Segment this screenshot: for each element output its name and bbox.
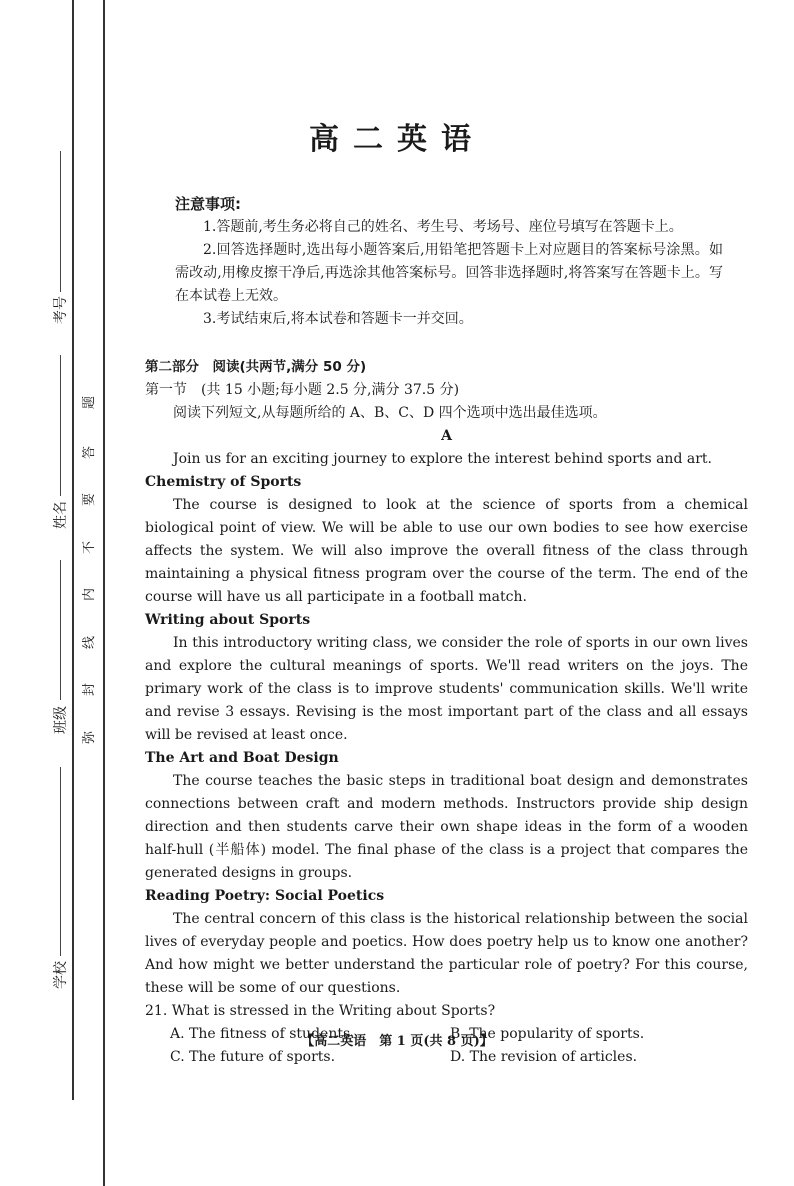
seal-char: 封 xyxy=(82,682,98,697)
notice-item: 1.答题前,考生务必将自己的姓名、考生号、考场号、座位号填写在答题卡上。 xyxy=(203,219,683,235)
course-title: The Art and Boat Design xyxy=(145,750,339,766)
notice-section xyxy=(175,193,723,331)
course-title: Reading Poetry: Social Poetics xyxy=(145,888,385,904)
seal-char: 不 xyxy=(82,540,98,555)
option-c: C. The future of sports. xyxy=(170,1049,336,1065)
page-title: 高二英语 xyxy=(309,122,485,157)
seal-char: 内 xyxy=(82,587,98,602)
notice-item: 3.考试结束后,将本试卷和答题卡一并交回。 xyxy=(203,311,473,327)
page-footer: 【高二英语 第 1 页(共 8 页)】 xyxy=(301,1034,493,1049)
option-a: A. The fitness of students. xyxy=(170,1026,355,1042)
section-heading: 第一节 (共 15 小题;每小题 2.5 分,满分 37.5 分) xyxy=(145,382,460,398)
course-text: In this introductory writing class, we consider the role of sports in our own lives and explore the cultural meanings of sports. We'll read writers on the joys. The primary work of the class is to improve students' communication skills. We'll write and revise 3 essays. Revising is the most important part of the class and all essays will be revised at least once. xyxy=(145,635,748,743)
course-text: The course is designed to look at the science of sports from a chemical biological point of view. We will be able to use our own bodies to see how exercise affects the system. We will also improve the overall fitness of the class through maintaining a physical fitness program over the course of the term. The end of the course will have us all participate in a football match. xyxy=(145,497,748,605)
course-text: The course teaches the basic steps in traditional boat design and demonstrates connections between craft and modern methods. Instructors provide ship design direction and then students carve their own shape ideas in the form of a wooden half-hull (半船体) model. The final phase of the class is a project that compares the generated designs in groups. xyxy=(145,773,748,881)
option-d: D. The revision of articles. xyxy=(450,1049,638,1065)
notice-item: 2.回答选择题时,选出每小题答案后,用铅笔把答题卡上对应题目的答案标号涂黑。如需改动,用橡皮擦干净后,再选涂其他答案标号。回答非选择题时,将答案写在答题卡上。写在本试卷上无效。 xyxy=(175,242,723,304)
class-blank xyxy=(60,560,61,700)
school-blank xyxy=(60,767,61,956)
binding-line-outer xyxy=(72,0,74,1100)
exam-number-blank xyxy=(60,151,61,292)
name-label: 姓名 xyxy=(53,501,69,529)
seal-char: 答 xyxy=(82,445,98,460)
course-text: The central concern of this class is the historical relationship between the social lives of everyday people and poetics. How does poetry help us to know one another? And how might we better understand the particular role of poetry? For this course, these will be some of our questions. xyxy=(145,911,748,996)
binding-line-inner xyxy=(103,0,105,1186)
passage-label: A xyxy=(441,428,452,444)
course-title: Writing about Sports xyxy=(145,612,311,628)
exam-number-label: 考号 xyxy=(53,296,69,324)
instruction: 阅读下列短文,从每题所给的 A、B、C、D 四个选项中选出最佳选项。 xyxy=(173,405,607,421)
notice-heading: 注意事项: xyxy=(175,195,241,213)
school-label: 学校 xyxy=(53,961,69,989)
seal-char: 弥 xyxy=(82,730,98,745)
option-b: B. The popularity of sports. xyxy=(450,1026,645,1042)
options-row xyxy=(145,1046,748,1069)
seal-char: 题 xyxy=(82,395,98,410)
name-blank xyxy=(60,355,61,496)
seal-char: 线 xyxy=(82,635,98,650)
question-stem: 21. What is stressed in the Writing about Sports? xyxy=(145,1003,496,1019)
class-label: 班级 xyxy=(53,706,69,734)
part-heading: 第二部分 阅读(共两节,满分 50 分) xyxy=(145,359,367,375)
reading-section xyxy=(145,356,748,1069)
passage-intro: Join us for an exciting journey to explore the interest behind sports and art. xyxy=(173,451,712,467)
course-title: Chemistry of Sports xyxy=(145,474,302,490)
seal-char: 要 xyxy=(82,492,98,507)
